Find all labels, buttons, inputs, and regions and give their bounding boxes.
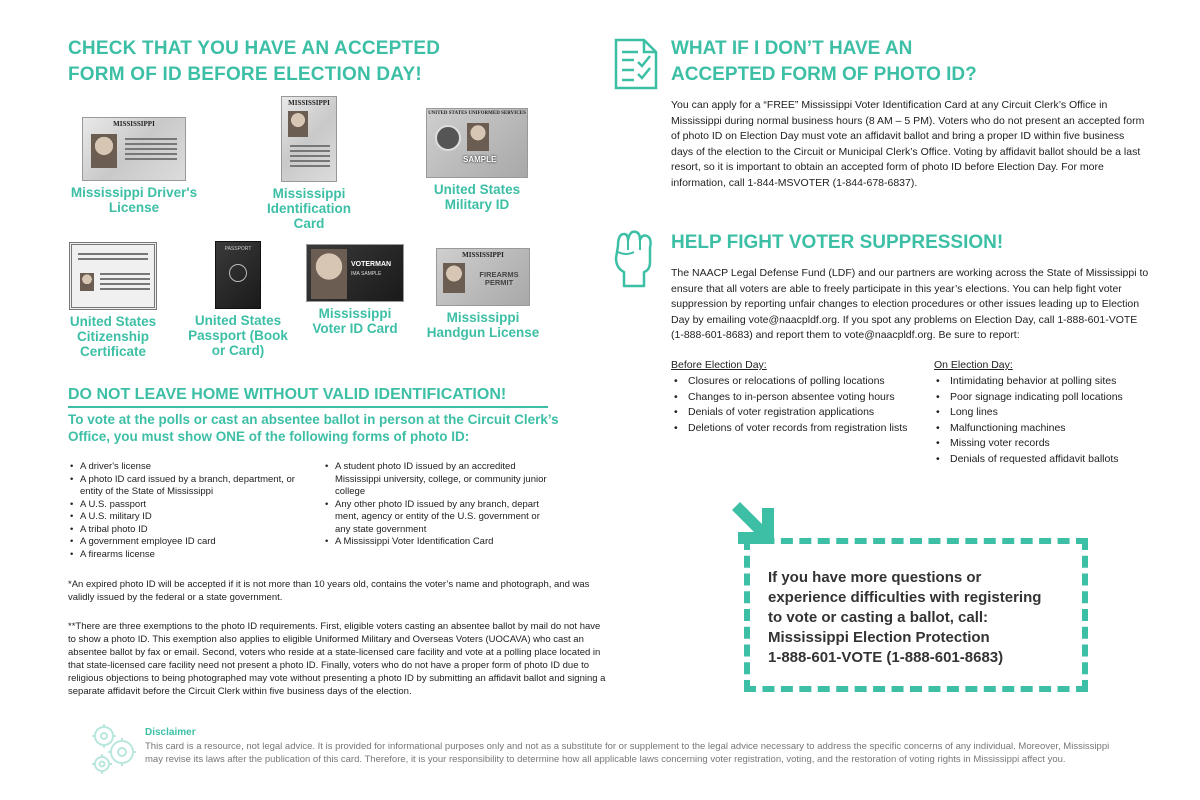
- passport-cover-text: PASSPORT: [224, 246, 252, 252]
- id-voter-card: [300, 244, 410, 336]
- list-item: • Intimidating behavior at polling sites: [930, 374, 1155, 390]
- list-item: • Denials of voter registration applications: [668, 405, 913, 421]
- list-item: • A photo ID card issued by a branch, department, or entity of the State of Mississippi: [70, 474, 310, 499]
- list-item: • A student photo ID issued by an accredited Mississippi university, college, or community junior college: [325, 461, 555, 499]
- title-line-1: CHECK THAT YOU HAVE AN ACCEPTED: [68, 38, 441, 59]
- contact-phone: 1-888-601-VOTE (1-888-601-8683): [768, 649, 1004, 666]
- accepted-id-list-a: [70, 461, 310, 561]
- list-item: • Malfunctioning machines: [930, 421, 1155, 437]
- page-title: [68, 36, 528, 88]
- list-item: • A U.S. passport: [70, 499, 310, 512]
- disclaimer-text: This card is a resource, not legal advice. It is provided for informational purposes only and not as a substitute for or supplement to the legal advice necessary to address the specific concerns of any individual. Moreover, Mississippi may revise its laws after the publication of this card. Therefore, it is your responsibility to determine how all applicable laws concerning voter registration, voting, and the restoration of voting rights in Mississippi affect you.: [145, 741, 1110, 765]
- voter-card-name: VOTERMAN: [351, 261, 392, 268]
- sample-overlay: SAMPLE: [463, 155, 497, 164]
- list-item: • A U.S. military ID: [70, 511, 310, 524]
- list-item: • Missing voter records: [930, 436, 1155, 452]
- contact-line: If you have more questions or: [768, 569, 982, 586]
- card-header-text: MISSISSIPPI: [462, 251, 504, 259]
- id-label: Mississippi Handgun License: [426, 310, 540, 340]
- card-header-text: UNITED STATES UNIFORMED SERVICES: [428, 111, 526, 116]
- contact-line: to vote or casting a ballot, call:: [768, 609, 989, 626]
- id-label: United States Passport (Book or Card): [188, 313, 288, 358]
- disclaimer-title: Disclaimer: [145, 727, 196, 738]
- id-passport: [188, 241, 288, 358]
- card-header-text: MISSISSIPPI: [288, 99, 330, 107]
- before-election-heading: Before Election Day:: [671, 359, 767, 371]
- checklist-icon: [614, 38, 658, 90]
- list-item: • A firearms license: [70, 549, 310, 562]
- what-if-title-line-2: ACCEPTED FORM OF PHOTO ID?: [671, 64, 977, 85]
- eagle-seal-icon: [229, 264, 247, 282]
- list-item: • A Mississippi Voter Identification Card: [325, 536, 555, 549]
- warning-heading: DO NOT LEAVE HOME WITHOUT VALID IDENTIFICATION!: [68, 386, 548, 408]
- list-item: • Changes to in-person absentee voting hours: [668, 390, 913, 406]
- list-item: • A government employee ID card: [70, 536, 310, 549]
- vote-intro-text: To vote at the polls or cast an absentee ballot in person at the Circuit Clerk’s Office, you must show ONE of the following forms of photo ID:: [68, 412, 559, 444]
- id-label: Mississippi Driver's License: [70, 185, 198, 215]
- exemptions-note: **There are three exemptions to the photo ID requirements. First, eligible voters casting an absentee ballot by mail do not have to show a photo ID. This exemption also applies to eligible Uniformed Military and Overseas Voters (UOCAVA) who cast an absentee ballot by fax or email. Second, voters who reside at a state-licensed care facility and vote at a polling place located in that state-licensed care facility need not present a photo ID. Finally, voters who do not have a proper form of photo ID due to religious objections to being photographed may vote without presenting a photo ID by submitting an affidavit ballot and signing a separate affidavit before the Circuit Clerk within five business days of the election.: [68, 621, 606, 697]
- before-election-list: [668, 374, 913, 436]
- permit-overlay: FIREARMS PERMIT: [479, 270, 519, 287]
- contact-line: Mississippi Election Protection: [768, 629, 990, 646]
- list-item: • Any other photo ID issued by any branch, depart ment, agency or entity of the U.S. government or any state government: [325, 499, 555, 537]
- contact-line: experience difficulties with registering: [768, 589, 1042, 606]
- list-item: • A tribal photo ID: [70, 524, 310, 537]
- expired-id-note: *An expired photo ID will be accepted if it is not more than 10 years old, contains the voter’s name and photograph, and was validly issued by the federal or a state government.: [68, 579, 590, 603]
- citizenship-certificate-image: [69, 242, 157, 310]
- military-id-image: [426, 108, 528, 178]
- drivers-license-image: [82, 117, 186, 181]
- voter-id-image: [306, 244, 404, 302]
- list-item: • Poor signage indicating poll locations: [930, 390, 1155, 406]
- seal-icon: [435, 125, 461, 151]
- gears-icon: [88, 718, 138, 778]
- id-military: [410, 108, 544, 212]
- list-item: • Denials of requested affidavit ballots: [930, 452, 1155, 468]
- id-label: Mississippi Voter ID Card: [312, 306, 398, 336]
- list-item: • Long lines: [930, 405, 1155, 421]
- raised-fist-icon: [612, 226, 656, 288]
- help-fight-title: HELP FIGHT VOTER SUPPRESSION!: [671, 232, 1004, 253]
- card-header-text: MISSISSIPPI: [113, 120, 155, 128]
- list-item: • Deletions of voter records from registration lists: [668, 421, 913, 437]
- list-item: • Closures or relocations of polling locations: [668, 374, 913, 390]
- list-item: • A driver's license: [70, 461, 310, 474]
- what-if-title: [671, 36, 1091, 88]
- id-label: Mississippi Identification Card: [267, 186, 351, 231]
- contact-box: [744, 538, 1088, 692]
- identification-card-image: [281, 96, 337, 182]
- accepted-id-list-b: [325, 461, 555, 549]
- what-if-title-line-1: WHAT IF I DON’T HAVE AN: [671, 38, 913, 59]
- what-if-body: You can apply for a “FREE” Mississippi Voter Identification Card at any Circuit Clerk’s Office in Mississippi during normal business hours (8 AM – 5 PM). Voters who do not present an accepted form of photo ID on Election Day must vote an affidavit ballot and bring a proper ID within five business days of the election to the Circuit or Municipal Clerk’s Office. Voting by affidavit ballot should be a last resort, so it is important to obtain an accepted form of photo ID before Election Day. For more information, call 1-844-MSVOTER (1-844-678-6837).: [671, 99, 1145, 189]
- id-handgun-license: [418, 248, 548, 340]
- passport-image: [215, 241, 261, 309]
- on-election-list: [930, 374, 1155, 467]
- on-election-heading: On Election Day:: [934, 359, 1013, 371]
- voter-card-sample: IMA SAMPLE: [351, 271, 382, 277]
- id-drivers-license: [64, 117, 204, 215]
- id-citizenship-certificate: [56, 242, 170, 359]
- id-label: United States Citizenship Certificate: [69, 314, 157, 359]
- id-ms-identification-card: [250, 96, 368, 231]
- title-line-2: FORM OF ID BEFORE ELECTION DAY!: [68, 64, 422, 85]
- handgun-license-image: [436, 248, 530, 306]
- id-label: United States Military ID: [433, 182, 521, 212]
- help-fight-body: The NAACP Legal Defense Fund (LDF) and our partners are working across the State of Mississippi to ensure that all voters are able to freely participate in this year’s elections. You can help fight voter suppression by reporting unfair changes to election procedures or other issues leading up to Election Day by emailing vote@naacpldf.org. If you spot any problems on Election Day, call 1-888-601-VOTE (1-888-601-8683) and report them to vote@naacpldf.org. Be sure to report:: [671, 267, 1149, 341]
